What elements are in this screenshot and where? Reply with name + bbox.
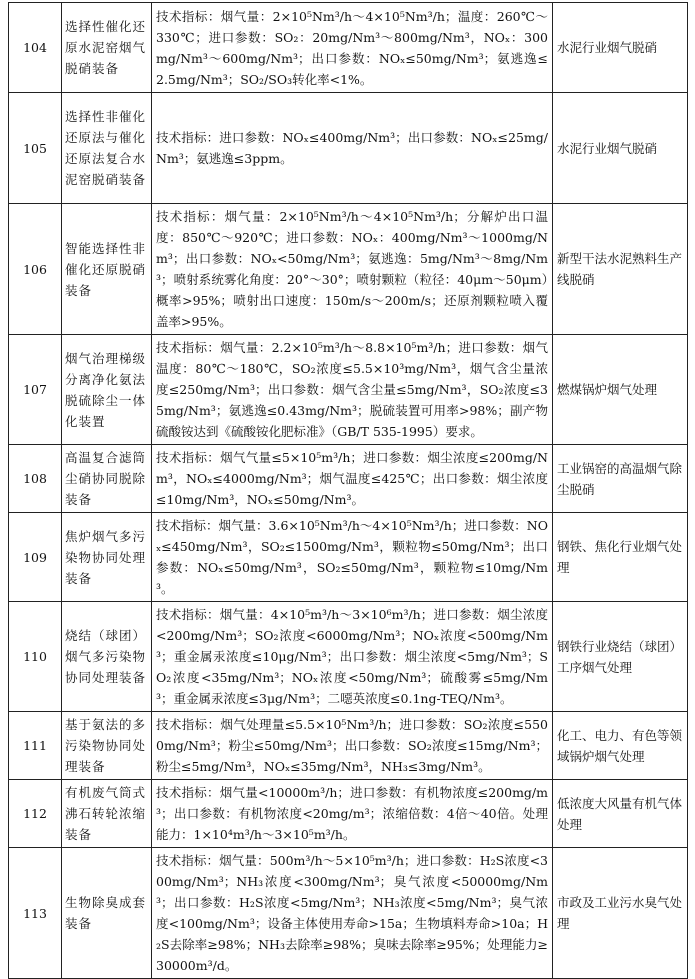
application-field: 燃煤锅炉烟气处理 bbox=[553, 335, 688, 445]
technical-spec: 技术指标：烟气处理量≤5.5×10⁵Nm³/h；进口参数：SO₂浓度≤5500mg/Nm³；粉尘≤50mg/Nm³；出口参数：SO₂浓度≤15mg/Nm³；粉尘≤5mg/Nm³，NOₓ≤35mg/Nm³，NH₃≤3mg/Nm³。 bbox=[152, 712, 553, 780]
row-number: 109 bbox=[9, 513, 62, 602]
table-row bbox=[9, 513, 688, 602]
table-row bbox=[9, 445, 688, 513]
equipment-name: 有机废气筒式沸石转轮浓缩装备 bbox=[62, 780, 152, 848]
application-field: 水泥行业烟气脱硝 bbox=[553, 93, 688, 204]
table-row bbox=[9, 204, 688, 335]
row-number: 104 bbox=[9, 3, 62, 93]
application-field: 新型干法水泥熟料生产线脱硝 bbox=[553, 204, 688, 335]
application-field: 市政及工业污水臭气处理 bbox=[553, 848, 688, 979]
equipment-name: 焦炉烟气多污染物协同处理装备 bbox=[62, 513, 152, 602]
row-number: 108 bbox=[9, 445, 62, 513]
application-field: 水泥行业烟气脱硝 bbox=[553, 3, 688, 93]
technical-spec: 技术指标：烟气量：2.2×10⁵m³/h～8.8×10⁵m³/h；进口参数：烟气温度：80℃～180℃，SO₂浓度≤5.5×10³mg/Nm³，烟气含尘量浓度≤250mg/Nm³；出口参数：烟气含尘量≤5mg/Nm³，SO₂浓度≤35mg/Nm³；氨逃逸≤0.43mg/Nm³；脱硫装置可用率>98%；副产物硫酸铵达到《硫酸铵化肥标准》（GB/T 535-1995）要求。 bbox=[152, 335, 553, 445]
technical-spec: 技术指标：烟气量：3.6×10⁵Nm³/h～4×10⁵Nm³/h；进口参数：NOₓ≤450mg/Nm³，SO₂≤1500mg/Nm³，颗粒物≤50mg/Nm³；出口参数：NOₓ≤50mg/Nm³，SO₂≤50mg/Nm³，颗粒物≤10mg/Nm³。 bbox=[152, 513, 553, 602]
equipment-name: 烟气治理梯级分离净化氨法脱硫除尘一体化装置 bbox=[62, 335, 152, 445]
application-field: 钢铁行业烧结（球团）工序烟气处理 bbox=[553, 602, 688, 712]
equipment-name: 智能选择性非催化还原脱硝装备 bbox=[62, 204, 152, 335]
equipment-name: 生物除臭成套装备 bbox=[62, 848, 152, 979]
technical-spec: 技术指标：烟气量：2×10⁵Nm³/h～4×10⁵Nm³/h；温度：260℃～330℃；进口参数：SO₂：20mg/Nm³～800mg/Nm³，NOₓ：300mg/Nm³～600mg/Nm³；出口参数：NOₓ≤50mg/Nm³；氨逃逸≤2.5mg/Nm³；SO₂/SO₃转化率<1%。 bbox=[152, 3, 553, 93]
table-row bbox=[9, 848, 688, 979]
row-number: 111 bbox=[9, 712, 62, 780]
technical-spec: 技术指标：烟气气量≤5×10⁵m³/h；进口参数：烟尘浓度≤200mg/Nm³，NOₓ≤4000mg/Nm³；烟气温度≤425℃；出口参数：烟尘浓度≤10mg/Nm³，NOₓ≤50mg/Nm³。 bbox=[152, 445, 553, 513]
table-row bbox=[9, 602, 688, 712]
equipment-name: 烧结（球团）烟气多污染物协同处理装备 bbox=[62, 602, 152, 712]
equipment-name: 高温复合滤筒尘硝协同脱除装备 bbox=[62, 445, 152, 513]
equipment-name: 基于氨法的多污染物协同处理装备 bbox=[62, 712, 152, 780]
row-number: 107 bbox=[9, 335, 62, 445]
application-field: 低浓度大风量有机气体处理 bbox=[553, 780, 688, 848]
row-number: 110 bbox=[9, 602, 62, 712]
equipment-table bbox=[8, 2, 688, 979]
technical-spec: 技术指标：烟气量：4×10⁵m³/h～3×10⁶m³/h；进口参数：烟尘浓度<200mg/Nm³；SO₂浓度<6000mg/Nm³；NOₓ浓度<500mg/Nm³；重金属汞浓度≤10μg/Nm³；出口参数：烟尘浓度<5mg/Nm³；SO₂浓度<35mg/Nm³；NOₓ浓度<50mg/Nm³；硫酸雾≤5mg/Nm³；重金属汞浓度≤3μg/Nm³；二噁英浓度≤0.1ng-TEQ/Nm³。 bbox=[152, 602, 553, 712]
table-row bbox=[9, 3, 688, 93]
equipment-name: 选择性非催化还原法与催化还原法复合水泥窑脱硝装备 bbox=[62, 93, 152, 204]
technical-spec: 技术指标：进口参数：NOₓ≤400mg/Nm³；出口参数：NOₓ≤25mg/Nm³；氨逃逸≤3ppm。 bbox=[152, 93, 553, 204]
technical-spec: 技术指标：烟气量<10000m³/h；进口参数：有机物浓度≤200mg/m³；出口参数：有机物浓度<20mg/m³；浓缩倍数：4倍～40倍。处理能力：1×10⁴m³/h～3×10⁵m³/h。 bbox=[152, 780, 553, 848]
table-row bbox=[9, 93, 688, 204]
row-number: 105 bbox=[9, 93, 62, 204]
application-field: 工业锅窑的高温烟气除尘脱硝 bbox=[553, 445, 688, 513]
equipment-name: 选择性催化还原水泥窑烟气脱硝装备 bbox=[62, 3, 152, 93]
application-field: 化工、电力、有色等领域锅炉烟气处理 bbox=[553, 712, 688, 780]
application-field: 钢铁、焦化行业烟气处理 bbox=[553, 513, 688, 602]
row-number: 113 bbox=[9, 848, 62, 979]
row-number: 112 bbox=[9, 780, 62, 848]
row-number: 106 bbox=[9, 204, 62, 335]
table-row bbox=[9, 712, 688, 780]
technical-spec: 技术指标：烟气量：500m³/h～5×10⁵m³/h；进口参数：H₂S浓度<300mg/Nm³；NH₃浓度<300mg/Nm³；臭气浓度<50000mg/Nm³；出口参数：H₂S浓度<5mg/Nm³；NH₃浓度<5mg/Nm³；臭气浓度<100mg/Nm³；设备主体使用寿命>15a；生物填料寿命>10a；H₂S去除率≥98%；NH₃去除率≥98%；臭味去除率≥95%；处理能力≥30000m³/d。 bbox=[152, 848, 553, 979]
table-row bbox=[9, 780, 688, 848]
technical-spec: 技术指标：烟气量：2×10⁵Nm³/h～4×10⁵Nm³/h；分解炉出口温度：850℃～920℃；进口参数：NOₓ：400mg/Nm³～1000mg/Nm³；出口参数：NOₓ<50mg/Nm³；氨逃逸：5mg/Nm³～8mg/Nm³；喷射系统雾化角度：20°～30°；喷射颗粒（粒径：40μm～50μm）概率>95%；喷射出口速度：150m/s～200m/s；还原剂颗粒喷入覆盖率>95%。 bbox=[152, 204, 553, 335]
table-row bbox=[9, 335, 688, 445]
